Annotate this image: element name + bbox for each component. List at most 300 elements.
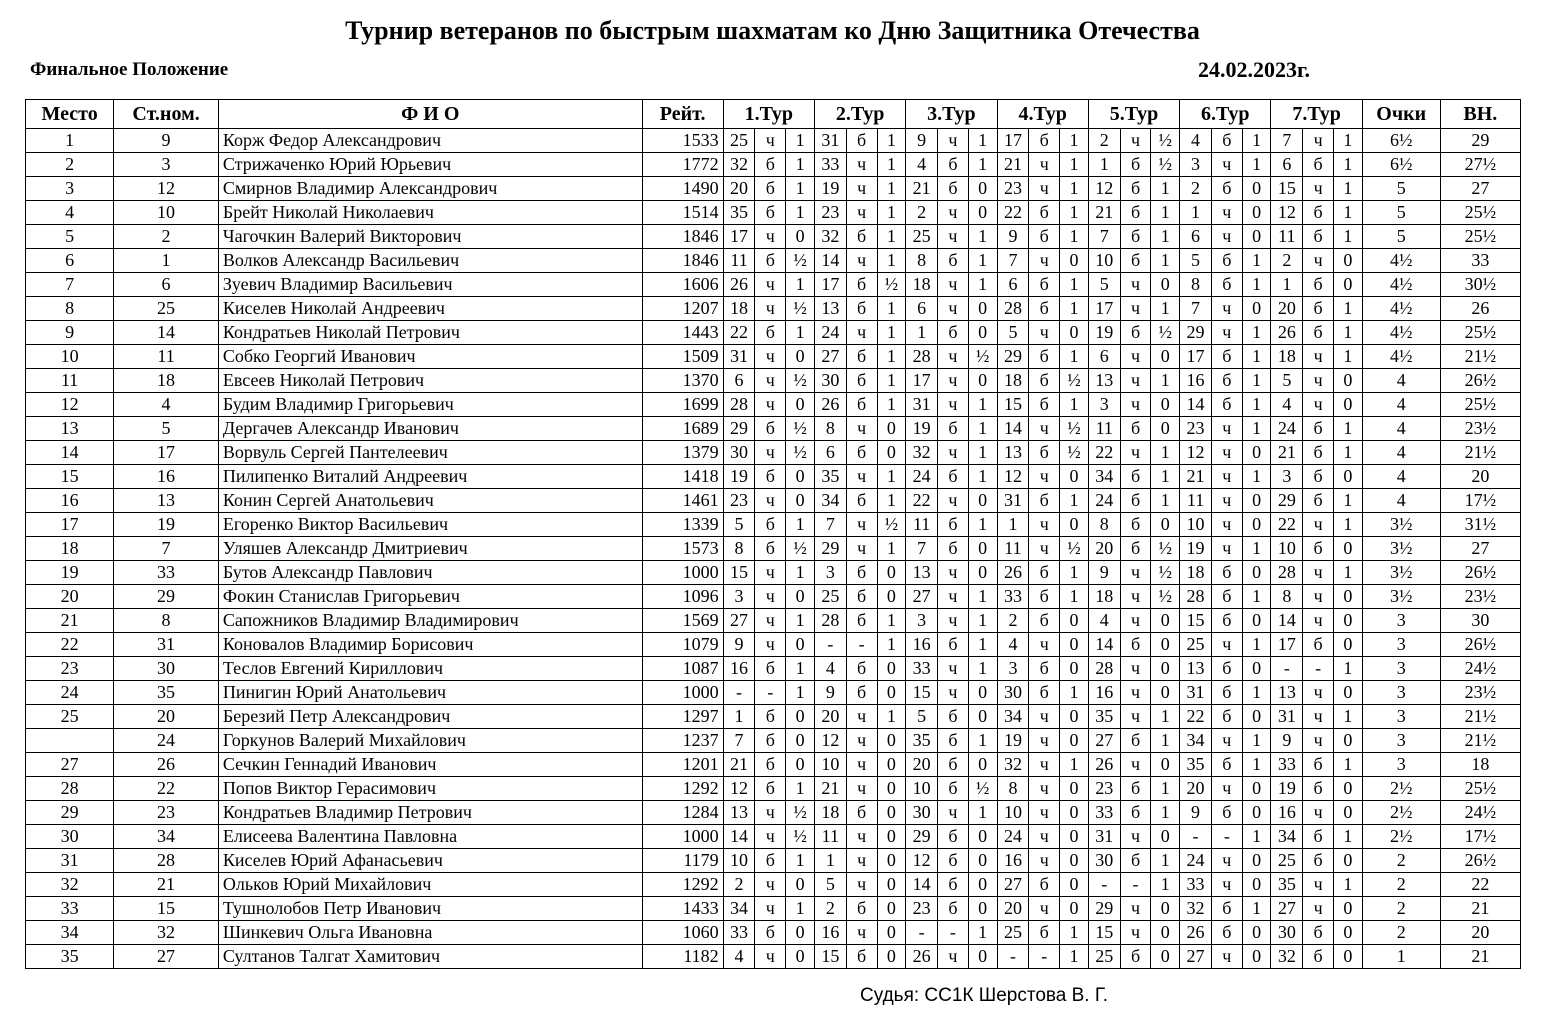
start-number-cell: 8 (114, 609, 219, 633)
round-result-cell: 1 (1242, 417, 1271, 441)
round-result-cell: ½ (1060, 537, 1089, 561)
round-opponent-cell: 27 (1271, 897, 1303, 921)
round-result-cell: 0 (1151, 345, 1180, 369)
table-row (26, 921, 1521, 945)
round-opponent-cell: 19 (723, 465, 755, 489)
tiebreak-cell: 23½ (1440, 585, 1520, 609)
round-color-cell: ч (755, 225, 786, 249)
round-color-cell: б (1029, 393, 1060, 417)
round-opponent-cell: - (1180, 825, 1212, 849)
round-color-cell: ч (1211, 873, 1242, 897)
round-opponent-cell: 4 (814, 657, 846, 681)
place-cell: 29 (26, 801, 114, 825)
round-color-cell: ч (938, 129, 969, 153)
rating-cell: 1514 (642, 201, 723, 225)
round-color-cell: ч (938, 945, 969, 969)
round-result-cell: 1 (877, 393, 906, 417)
round-result-cell: 1 (877, 177, 906, 201)
rating-cell: 1179 (642, 849, 723, 873)
round-color-cell: б (846, 129, 877, 153)
round-result-cell: 0 (1060, 897, 1089, 921)
round-color-cell: б (1211, 345, 1242, 369)
start-number-cell: 13 (114, 489, 219, 513)
rating-cell: 1461 (642, 489, 723, 513)
round-color-cell: б (1120, 777, 1151, 801)
round-opponent-cell: 3 (1088, 393, 1120, 417)
table-row (26, 945, 1521, 969)
round-opponent-cell: 13 (906, 561, 938, 585)
round-result-cell: 1 (786, 273, 815, 297)
round-result-cell: 1 (1151, 873, 1180, 897)
round-opponent-cell: 11 (1180, 489, 1212, 513)
round-result-cell: 1 (968, 393, 997, 417)
round-opponent-cell: 7 (1271, 129, 1303, 153)
player-name-cell: Волков Александр Васильевич (218, 249, 642, 273)
header-round-4: 4.Тур (997, 100, 1088, 129)
round-result-cell: 1 (877, 225, 906, 249)
round-opponent-cell: 18 (1271, 345, 1303, 369)
round-color-cell: ч (846, 921, 877, 945)
round-result-cell: 1 (786, 849, 815, 873)
points-cell: 4 (1362, 393, 1440, 417)
round-result-cell: 0 (1334, 897, 1363, 921)
tiebreak-cell: 20 (1440, 921, 1520, 945)
place-cell: 20 (26, 585, 114, 609)
round-color-cell: - (1303, 657, 1334, 681)
tiebreak-cell: 27 (1440, 177, 1520, 201)
round-color-cell: ч (1211, 489, 1242, 513)
place-cell: 24 (26, 681, 114, 705)
round-result-cell: 0 (1060, 705, 1089, 729)
round-opponent-cell: 33 (814, 153, 846, 177)
round-result-cell: 1 (877, 633, 906, 657)
round-opponent-cell: 11 (1271, 225, 1303, 249)
points-cell: 4½ (1362, 249, 1440, 273)
round-color-cell: ч (938, 273, 969, 297)
rating-cell: 1292 (642, 777, 723, 801)
round-color-cell: - (846, 633, 877, 657)
round-color-cell: ч (1211, 465, 1242, 489)
round-color-cell: ч (755, 393, 786, 417)
points-cell: 2½ (1362, 825, 1440, 849)
start-number-cell: 21 (114, 873, 219, 897)
round-opponent-cell: 26 (997, 561, 1029, 585)
table-row (26, 849, 1521, 873)
round-color-cell: ч (1120, 273, 1151, 297)
rating-cell: 1182 (642, 945, 723, 969)
round-opponent-cell: 34 (1180, 729, 1212, 753)
round-color-cell: ч (846, 201, 877, 225)
tiebreak-cell: 17½ (1440, 825, 1520, 849)
place-cell: 33 (26, 897, 114, 921)
round-opponent-cell: 28 (906, 345, 938, 369)
table-row (26, 489, 1521, 513)
round-result-cell: 0 (1060, 657, 1089, 681)
table-row (26, 537, 1521, 561)
tiebreak-cell: 21 (1440, 945, 1520, 969)
round-result-cell: 0 (1334, 609, 1363, 633)
tiebreak-cell: 25½ (1440, 201, 1520, 225)
rating-cell: 1237 (642, 729, 723, 753)
round-color-cell: б (1029, 585, 1060, 609)
round-result-cell: 1 (877, 369, 906, 393)
round-opponent-cell: 12 (1180, 441, 1212, 465)
round-result-cell: 0 (877, 561, 906, 585)
round-opponent-cell: 5 (814, 873, 846, 897)
round-result-cell: 0 (877, 945, 906, 969)
round-opponent-cell: 6 (1271, 153, 1303, 177)
round-result-cell: 0 (1060, 729, 1089, 753)
round-opponent-cell: 17 (1271, 633, 1303, 657)
round-result-cell: 1 (786, 129, 815, 153)
round-result-cell: 0 (1242, 705, 1271, 729)
round-color-cell: - (938, 921, 969, 945)
round-opponent-cell: 9 (1088, 561, 1120, 585)
round-result-cell: 0 (877, 681, 906, 705)
round-result-cell: 1 (786, 609, 815, 633)
round-result-cell: 0 (1060, 873, 1089, 897)
round-result-cell: 1 (1060, 561, 1089, 585)
round-opponent-cell: 27 (723, 609, 755, 633)
round-color-cell: ч (1120, 369, 1151, 393)
round-result-cell: ½ (877, 273, 906, 297)
round-color-cell: ч (846, 465, 877, 489)
round-color-cell: ч (1303, 177, 1334, 201)
round-result-cell: ½ (1060, 417, 1089, 441)
points-cell: 4 (1362, 441, 1440, 465)
round-color-cell: б (1211, 561, 1242, 585)
points-cell: 4 (1362, 465, 1440, 489)
place-cell: 2 (26, 153, 114, 177)
round-color-cell: б (1303, 465, 1334, 489)
points-cell: 2 (1362, 897, 1440, 921)
round-result-cell: 1 (1242, 153, 1271, 177)
round-color-cell: ч (1303, 249, 1334, 273)
round-color-cell: ч (1211, 297, 1242, 321)
round-opponent-cell: 19 (1088, 321, 1120, 345)
round-opponent-cell: 29 (1271, 489, 1303, 513)
round-result-cell: 1 (1334, 441, 1363, 465)
round-opponent-cell: 28 (1088, 657, 1120, 681)
round-result-cell: 1 (877, 609, 906, 633)
start-number-cell: 18 (114, 369, 219, 393)
round-color-cell: б (1029, 441, 1060, 465)
round-color-cell: ч (1303, 609, 1334, 633)
points-cell: 4½ (1362, 273, 1440, 297)
round-result-cell: 0 (786, 465, 815, 489)
round-result-cell: 0 (1242, 657, 1271, 681)
round-color-cell: ч (1029, 729, 1060, 753)
round-color-cell: ч (1211, 849, 1242, 873)
start-number-cell: 15 (114, 897, 219, 921)
round-color-cell: ч (938, 585, 969, 609)
round-opponent-cell: 4 (906, 153, 938, 177)
round-color-cell: ч (1120, 129, 1151, 153)
header-round-2: 2.Тур (814, 100, 905, 129)
round-opponent-cell: 15 (997, 393, 1029, 417)
standings-subtitle: Финальное Положение (30, 59, 229, 80)
round-color-cell: б (846, 489, 877, 513)
points-cell: 3 (1362, 633, 1440, 657)
round-color-cell: ч (1211, 441, 1242, 465)
round-opponent-cell: 18 (814, 801, 846, 825)
player-name-cell: Ворвуль Сергей Пантелеевич (218, 441, 642, 465)
points-cell: 4½ (1362, 297, 1440, 321)
round-color-cell: б (1120, 513, 1151, 537)
round-opponent-cell: 13 (1088, 369, 1120, 393)
table-row (26, 729, 1521, 753)
round-color-cell: б (1211, 897, 1242, 921)
start-number-cell: 14 (114, 321, 219, 345)
points-cell: 5 (1362, 201, 1440, 225)
round-result-cell: 1 (1334, 297, 1363, 321)
player-name-cell: Дергачев Александр Иванович (218, 417, 642, 441)
start-number-cell: 31 (114, 633, 219, 657)
round-opponent-cell: 3 (1180, 153, 1212, 177)
table-row (26, 153, 1521, 177)
round-color-cell: ч (1029, 897, 1060, 921)
round-color-cell: ч (938, 609, 969, 633)
start-number-cell: 32 (114, 921, 219, 945)
round-result-cell: 0 (1242, 945, 1271, 969)
table-row (26, 633, 1521, 657)
round-opponent-cell: 5 (997, 321, 1029, 345)
points-cell: 5 (1362, 177, 1440, 201)
round-result-cell: 1 (877, 345, 906, 369)
round-color-cell: б (1303, 921, 1334, 945)
table-row (26, 825, 1521, 849)
round-color-cell: б (846, 273, 877, 297)
round-result-cell: 1 (1334, 345, 1363, 369)
round-color-cell: б (846, 561, 877, 585)
round-opponent-cell: 11 (906, 513, 938, 537)
round-result-cell: 0 (1060, 609, 1089, 633)
round-color-cell: ч (755, 633, 786, 657)
round-result-cell: ½ (1151, 537, 1180, 561)
round-color-cell: б (1303, 777, 1334, 801)
round-opponent-cell: 12 (1088, 177, 1120, 201)
round-opponent-cell: 3 (723, 585, 755, 609)
round-result-cell: 0 (1242, 297, 1271, 321)
round-color-cell: б (938, 729, 969, 753)
round-color-cell: ч (1120, 441, 1151, 465)
round-opponent-cell: 32 (723, 153, 755, 177)
header-round-7: 7.Тур (1271, 100, 1362, 129)
round-opponent-cell: 15 (723, 561, 755, 585)
round-color-cell: б (755, 705, 786, 729)
round-color-cell: б (1303, 273, 1334, 297)
round-result-cell: ½ (968, 345, 997, 369)
round-opponent-cell: 13 (997, 441, 1029, 465)
round-color-cell: б (1120, 489, 1151, 513)
round-opponent-cell: 4 (1088, 609, 1120, 633)
start-number-cell: 28 (114, 849, 219, 873)
round-color-cell: б (846, 609, 877, 633)
round-opponent-cell: 2 (1271, 249, 1303, 273)
header-place: Место (26, 100, 114, 129)
rating-cell: 1000 (642, 561, 723, 585)
round-opponent-cell: 1 (1180, 201, 1212, 225)
round-result-cell: 0 (968, 561, 997, 585)
round-opponent-cell: 14 (723, 825, 755, 849)
round-result-cell: 0 (1334, 273, 1363, 297)
round-result-cell: 1 (1334, 657, 1363, 681)
round-color-cell: - (1120, 873, 1151, 897)
round-color-cell: ч (1120, 753, 1151, 777)
table-row (26, 345, 1521, 369)
player-name-cell: Киселев Николай Андреевич (218, 297, 642, 321)
tiebreak-cell: 23½ (1440, 417, 1520, 441)
round-color-cell: б (755, 417, 786, 441)
round-opponent-cell: 16 (814, 921, 846, 945)
round-result-cell: ½ (1060, 441, 1089, 465)
round-result-cell: 0 (1151, 825, 1180, 849)
place-cell: 22 (26, 633, 114, 657)
round-result-cell: 1 (968, 153, 997, 177)
round-result-cell: 0 (1151, 753, 1180, 777)
round-color-cell: ч (938, 345, 969, 369)
round-result-cell: 1 (786, 153, 815, 177)
round-opponent-cell: 20 (1088, 537, 1120, 561)
rating-cell: 1079 (642, 633, 723, 657)
round-result-cell: ½ (786, 297, 815, 321)
round-opponent-cell: 18 (906, 273, 938, 297)
round-color-cell: б (1029, 273, 1060, 297)
round-color-cell: б (1211, 801, 1242, 825)
round-color-cell: ч (1029, 465, 1060, 489)
round-opponent-cell: 23 (906, 897, 938, 921)
start-number-cell: 5 (114, 417, 219, 441)
round-opponent-cell: 24 (1088, 489, 1120, 513)
round-color-cell: б (755, 177, 786, 201)
start-number-cell: 30 (114, 657, 219, 681)
round-opponent-cell: 9 (997, 225, 1029, 249)
round-result-cell: 0 (1242, 561, 1271, 585)
round-color-cell: ч (1211, 729, 1242, 753)
round-color-cell: ч (938, 369, 969, 393)
round-color-cell: б (938, 153, 969, 177)
round-result-cell: ½ (786, 441, 815, 465)
round-result-cell: 1 (877, 297, 906, 321)
round-color-cell: ч (846, 705, 877, 729)
round-color-cell: б (1303, 825, 1334, 849)
round-opponent-cell: 22 (723, 321, 755, 345)
round-result-cell: 1 (1334, 225, 1363, 249)
round-color-cell: ч (1029, 537, 1060, 561)
tiebreak-cell: 18 (1440, 753, 1520, 777)
round-opponent-cell: 25 (1180, 633, 1212, 657)
tiebreak-cell: 23½ (1440, 681, 1520, 705)
tiebreak-cell: 22 (1440, 873, 1520, 897)
rating-cell: 1606 (642, 273, 723, 297)
start-number-cell: 24 (114, 729, 219, 753)
start-number-cell: 17 (114, 441, 219, 465)
player-name-cell: Корж Федор Александрович (218, 129, 642, 153)
round-opponent-cell: 19 (1271, 777, 1303, 801)
round-opponent-cell: 1 (997, 513, 1029, 537)
round-result-cell: 1 (1060, 345, 1089, 369)
round-color-cell: б (846, 801, 877, 825)
round-result-cell: 1 (1334, 825, 1363, 849)
round-opponent-cell: 35 (1271, 873, 1303, 897)
player-name-cell: Пилипенко Виталий Андреевич (218, 465, 642, 489)
round-color-cell: б (938, 825, 969, 849)
rating-cell: 1490 (642, 177, 723, 201)
header-start-number: Ст.ном. (114, 100, 219, 129)
round-opponent-cell: 10 (814, 753, 846, 777)
round-color-cell: ч (1303, 561, 1334, 585)
round-opponent-cell: 10 (1180, 513, 1212, 537)
table-row (26, 897, 1521, 921)
round-color-cell: б (1029, 561, 1060, 585)
round-opponent-cell: 31 (997, 489, 1029, 513)
round-color-cell: ч (755, 273, 786, 297)
round-opponent-cell: 27 (906, 585, 938, 609)
round-result-cell: 1 (877, 201, 906, 225)
round-opponent-cell: 15 (1180, 609, 1212, 633)
round-result-cell: 0 (1334, 681, 1363, 705)
round-result-cell: 1 (1060, 921, 1089, 945)
round-color-cell: б (755, 921, 786, 945)
round-result-cell: 1 (1242, 393, 1271, 417)
place-cell: 25 (26, 705, 114, 729)
round-opponent-cell: 5 (906, 705, 938, 729)
round-opponent-cell: 17 (906, 369, 938, 393)
points-cell: 4 (1362, 417, 1440, 441)
round-color-cell: ч (1303, 129, 1334, 153)
round-result-cell: 0 (968, 369, 997, 393)
round-result-cell: 0 (786, 225, 815, 249)
round-opponent-cell: 11 (814, 825, 846, 849)
round-color-cell: ч (1211, 201, 1242, 225)
place-cell: 31 (26, 849, 114, 873)
player-name-cell: Стрижаченко Юрий Юрьевич (218, 153, 642, 177)
tiebreak-cell: 21 (1440, 897, 1520, 921)
round-opponent-cell: 29 (906, 825, 938, 849)
round-result-cell: 0 (968, 681, 997, 705)
round-color-cell: ч (1120, 561, 1151, 585)
round-result-cell: 0 (1334, 729, 1363, 753)
tiebreak-cell: 26½ (1440, 849, 1520, 873)
round-color-cell: б (1120, 633, 1151, 657)
round-result-cell: 0 (968, 825, 997, 849)
round-result-cell: 0 (1334, 465, 1363, 489)
round-color-cell: б (1303, 297, 1334, 321)
round-result-cell: 0 (1242, 441, 1271, 465)
round-color-cell: ч (755, 585, 786, 609)
round-color-cell: б (1303, 849, 1334, 873)
round-color-cell: ч (1303, 705, 1334, 729)
round-result-cell: 1 (786, 681, 815, 705)
points-cell: 4 (1362, 369, 1440, 393)
rating-cell: 1284 (642, 801, 723, 825)
table-row (26, 177, 1521, 201)
round-result-cell: 1 (1151, 441, 1180, 465)
round-result-cell: 0 (1242, 177, 1271, 201)
round-color-cell: ч (1120, 705, 1151, 729)
round-color-cell: ч (755, 129, 786, 153)
rating-cell: 1533 (642, 129, 723, 153)
round-opponent-cell: 10 (997, 801, 1029, 825)
player-name-cell: Султанов Талгат Хамитович (218, 945, 642, 969)
round-result-cell: 0 (968, 753, 997, 777)
round-result-cell: 0 (1151, 921, 1180, 945)
round-opponent-cell: 32 (997, 753, 1029, 777)
round-color-cell: ч (938, 657, 969, 681)
round-color-cell: ч (1211, 777, 1242, 801)
round-color-cell: ч (755, 897, 786, 921)
round-color-cell: ч (1120, 825, 1151, 849)
